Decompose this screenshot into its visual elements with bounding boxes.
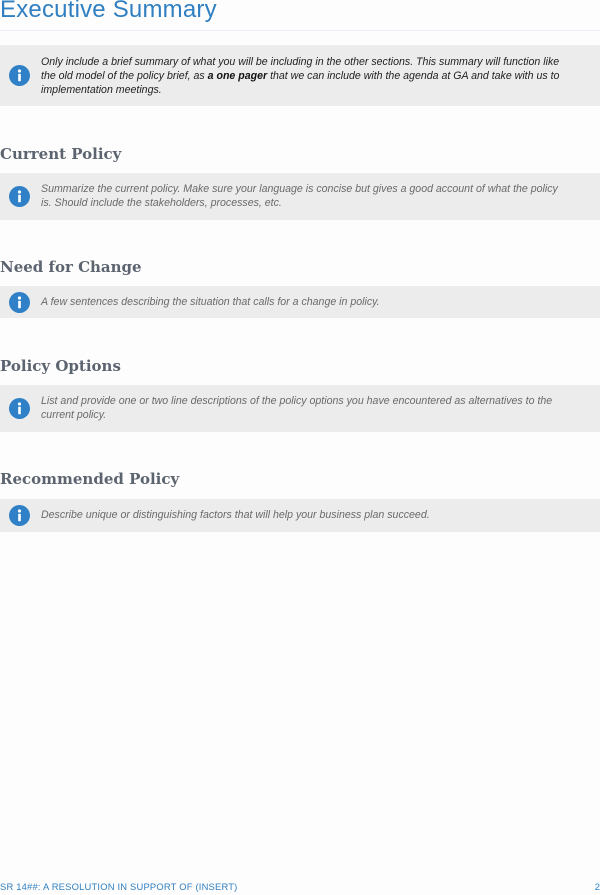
summary-text-end: that we can include with the agenda at GA and take with us to implementation meetings. <box>41 70 560 96</box>
section-heading-policy-options: Policy Options <box>0 357 121 375</box>
summary-note-text <box>41 55 570 97</box>
summary-text-start: Only include a brief summary of what you will be including in the other sections. This summary will function like the old model of the policy brief, as <box>41 56 560 82</box>
recommended-policy-note-text: Describe unique or distinguishing factors that will help your business plan succeed. <box>41 509 430 521</box>
summary-emphasis: a one pager <box>207 70 268 82</box>
section-heading-need-for-change: Need for Change <box>0 258 142 276</box>
need-for-change-note <box>0 286 600 318</box>
info-icon <box>9 505 30 526</box>
page-title: Executive Summary <box>0 0 217 23</box>
info-icon <box>9 398 30 419</box>
need-for-change-note-text: A few sentences describing the situation that calls for a change in policy. <box>41 296 380 308</box>
current-policy-note-text: Summarize the current policy. Make sure your language is concise but gives a good account of what the policy is. Should include the stakeholders, processes, etc. <box>41 183 558 209</box>
policy-options-note <box>0 385 600 432</box>
footer-document-label: SR 14##: A RESOLUTION IN SUPPORT OF (INSERT) <box>0 881 238 892</box>
footer-page-number: 2 <box>594 881 600 892</box>
info-icon <box>9 186 30 207</box>
recommended-policy-note <box>0 499 600 532</box>
info-icon <box>9 65 30 86</box>
current-policy-note <box>0 173 600 220</box>
info-icon <box>9 292 30 313</box>
section-heading-recommended-policy: Recommended Policy <box>0 470 180 488</box>
policy-options-note-text: List and provide one or two line descriptions of the policy options you have encountered as alternatives to the current policy. <box>41 395 553 421</box>
title-divider <box>0 30 600 31</box>
summary-note <box>0 45 600 106</box>
section-heading-current-policy: Current Policy <box>0 145 122 163</box>
